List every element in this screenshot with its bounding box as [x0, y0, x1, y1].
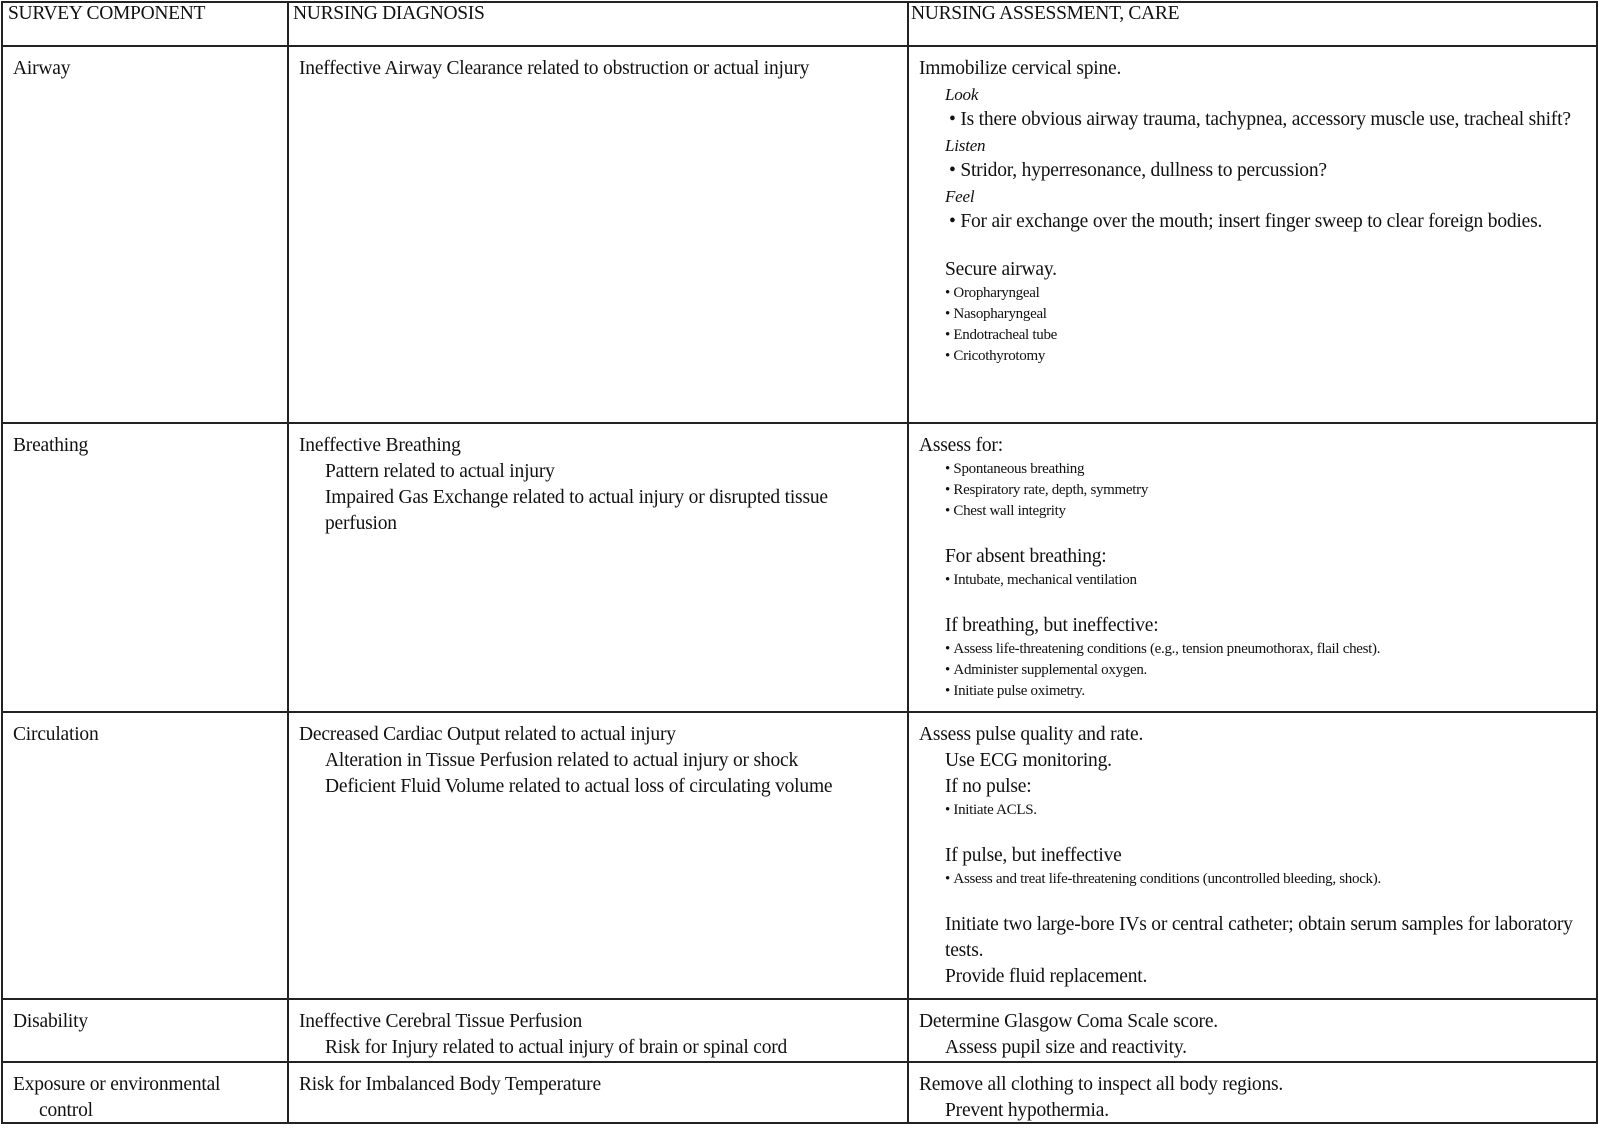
care-absent-item: • Intubate, mechanical ventilation	[919, 570, 1586, 591]
diagnosis-main: Risk for Imbalanced Body Temperature	[299, 1074, 601, 1095]
diagnosis-sub: Impaired Gas Exchange related to actual injury or disrupted tissue perfusion	[325, 487, 828, 534]
care-cell	[909, 47, 1596, 422]
survey-table	[1, 1, 1598, 1124]
diagnosis-sub: Risk for Injury related to actual injury of brain or spinal cord	[325, 1037, 788, 1058]
component-cell: Circulation	[3, 713, 289, 998]
care-secure-item: • Nasopharyngeal	[919, 304, 1586, 325]
table-row-circulation	[3, 713, 1596, 1000]
diagnosis-cell	[289, 1063, 909, 1124]
care-intro: Assess pulse quality and rate.	[919, 724, 1144, 745]
care-secure-item: • Oropharyngeal	[919, 283, 1586, 304]
care-feel-label: Feel	[945, 187, 975, 206]
diagnosis-cell	[289, 47, 909, 422]
care-assess-item: • Spontaneous breathing	[919, 459, 1586, 480]
component-cell: Breathing	[3, 424, 289, 711]
care-assess-item: • Respiratory rate, depth, symmetry	[919, 480, 1586, 501]
care-look-label: Look	[945, 85, 979, 104]
component-cell: Airway	[3, 47, 289, 422]
diagnosis-main: Decreased Cardiac Output related to actual injury	[299, 724, 676, 745]
care-secure-item: • Endotracheal tube	[919, 325, 1586, 346]
care-assess-item: • Chest wall integrity	[919, 501, 1586, 522]
table-row-airway	[3, 47, 1596, 424]
care-secure-label: Secure airway.	[945, 259, 1057, 280]
care-sub: Assess pupil size and reactivity.	[945, 1037, 1187, 1058]
care-intro: Determine Glasgow Coma Scale score.	[919, 1011, 1218, 1032]
component-cell: Exposure or environmental control	[3, 1063, 289, 1124]
care-nopulse-label: If no pulse:	[945, 776, 1032, 797]
header-survey-component: SURVEY COMPONENT	[3, 3, 289, 45]
care-sub: Prevent hypothermia.	[945, 1100, 1109, 1121]
diagnosis-sub: Pattern related to actual injury	[325, 461, 555, 482]
table-row-exposure	[3, 1063, 1596, 1124]
header-nursing-diagnosis: NURSING DIAGNOSIS	[289, 3, 909, 45]
care-pulse-ineffective-item: • Assess and treat life-threatening conditions (uncontrolled bleeding, shock).	[919, 869, 1586, 890]
table-row-disability	[3, 1000, 1596, 1063]
care-intro: Immobilize cervical spine.	[919, 58, 1122, 79]
table-header	[3, 3, 1596, 47]
care-ineffective-item: • Initiate pulse oximetry.	[919, 681, 1586, 702]
care-nopulse-item: • Initiate ACLS.	[919, 800, 1586, 821]
care-cell	[909, 713, 1596, 998]
header-nursing-assessment-care: NURSING ASSESSMENT, CARE	[911, 3, 1180, 24]
care-secure-item: • Cricothyrotomy	[919, 346, 1586, 367]
diagnosis-sub: Alteration in Tissue Perfusion related to actual injury or shock	[325, 750, 798, 771]
component-cell: Disability	[3, 1000, 289, 1061]
care-feel-item: • For air exchange over the mouth; insert finger sweep to clear foreign bodies.	[919, 209, 1586, 235]
diagnosis-main: Ineffective Airway Clearance related to obstruction or actual injury	[299, 58, 810, 79]
diagnosis-cell	[289, 1000, 909, 1061]
care-cell	[909, 424, 1596, 711]
diagnosis-main: Ineffective Cerebral Tissue Perfusion	[299, 1011, 583, 1032]
care-intro: Remove all clothing to inspect all body regions.	[919, 1074, 1284, 1095]
care-cell	[909, 1063, 1596, 1124]
care-absent-label: For absent breathing:	[945, 546, 1107, 567]
care-look-item: • Is there obvious airway trauma, tachypnea, accessory muscle use, tracheal shift?	[919, 107, 1586, 133]
care-listen-label: Listen	[945, 136, 986, 155]
care-fluid: Provide fluid replacement.	[945, 966, 1148, 987]
care-ecg: Use ECG monitoring.	[945, 750, 1112, 771]
care-ineffective-item: • Assess life-threatening conditions (e.g., tension pneumothorax, flail chest).	[919, 639, 1586, 660]
diagnosis-sub: Deficient Fluid Volume related to actual loss of circulating volume	[325, 776, 833, 797]
diagnosis-cell	[289, 424, 909, 711]
diagnosis-main: Ineffective Breathing	[299, 435, 461, 456]
care-pulse-ineffective-label: If pulse, but ineffective	[945, 845, 1122, 866]
diagnosis-cell	[289, 713, 909, 998]
table-row-breathing	[3, 424, 1596, 713]
care-iv: Initiate two large-bore IVs or central catheter; obtain serum samples for laboratory tests.	[945, 914, 1573, 961]
care-assess-label: Assess for:	[919, 435, 1003, 456]
care-ineffective-item: • Administer supplemental oxygen.	[919, 660, 1586, 681]
care-cell	[909, 1000, 1596, 1061]
care-ineffective-label: If breathing, but ineffective:	[945, 615, 1159, 636]
care-listen-item: • Stridor, hyperresonance, dullness to percussion?	[919, 158, 1586, 184]
